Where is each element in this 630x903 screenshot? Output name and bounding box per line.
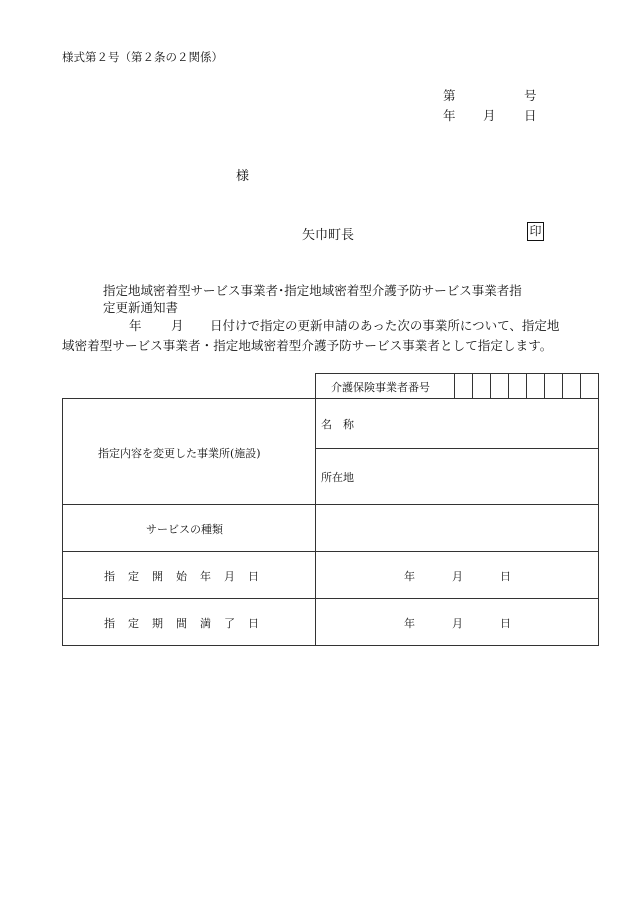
- addressee-honorific: 様: [236, 169, 250, 184]
- start-date-label: 指定開始年月日: [104, 570, 272, 583]
- address-label: 所在地: [321, 471, 354, 484]
- insurer-number-label: 介護保険事業者番号: [331, 381, 430, 394]
- name-label: 名 称: [321, 418, 354, 431]
- service-type-label: サービスの種類: [146, 523, 223, 536]
- body-line1: 日付けで指定の更新申請のあった次の事業所について、指定地: [210, 318, 560, 333]
- body-month: 月: [171, 318, 184, 333]
- body-year: 年: [129, 318, 142, 333]
- facility-label: 指定内容を変更した事業所(施設): [98, 447, 261, 460]
- start-date-day: 日: [500, 570, 511, 583]
- date-year: 年: [443, 108, 456, 123]
- end-date-label: 指定期間満了日: [104, 617, 272, 630]
- document-number-suffix: 号: [524, 88, 537, 103]
- end-date-day: 日: [500, 617, 511, 630]
- start-date-year: 年: [404, 570, 415, 583]
- end-date-year: 年: [404, 617, 415, 630]
- sender-title: 矢巾町長: [302, 228, 355, 243]
- form-number: 様式第２号（第２条の２関係）: [62, 50, 223, 64]
- document-title-line1: 指定地域密着型サービス事業者･指定地域密着型介護予防サービス事業者指: [103, 283, 522, 298]
- body-line2: 域密着型サービス事業者・指定地域密着型介護予防サービス事業者として指定します。: [62, 338, 553, 353]
- start-date-month: 月: [452, 570, 463, 583]
- document-number-prefix: 第: [443, 88, 456, 103]
- date-month: 月: [483, 108, 496, 123]
- date-day: 日: [524, 108, 537, 123]
- end-date-month: 月: [452, 617, 463, 630]
- document-title-line2: 定更新通知書: [103, 300, 179, 315]
- seal-mark: 印: [527, 222, 544, 241]
